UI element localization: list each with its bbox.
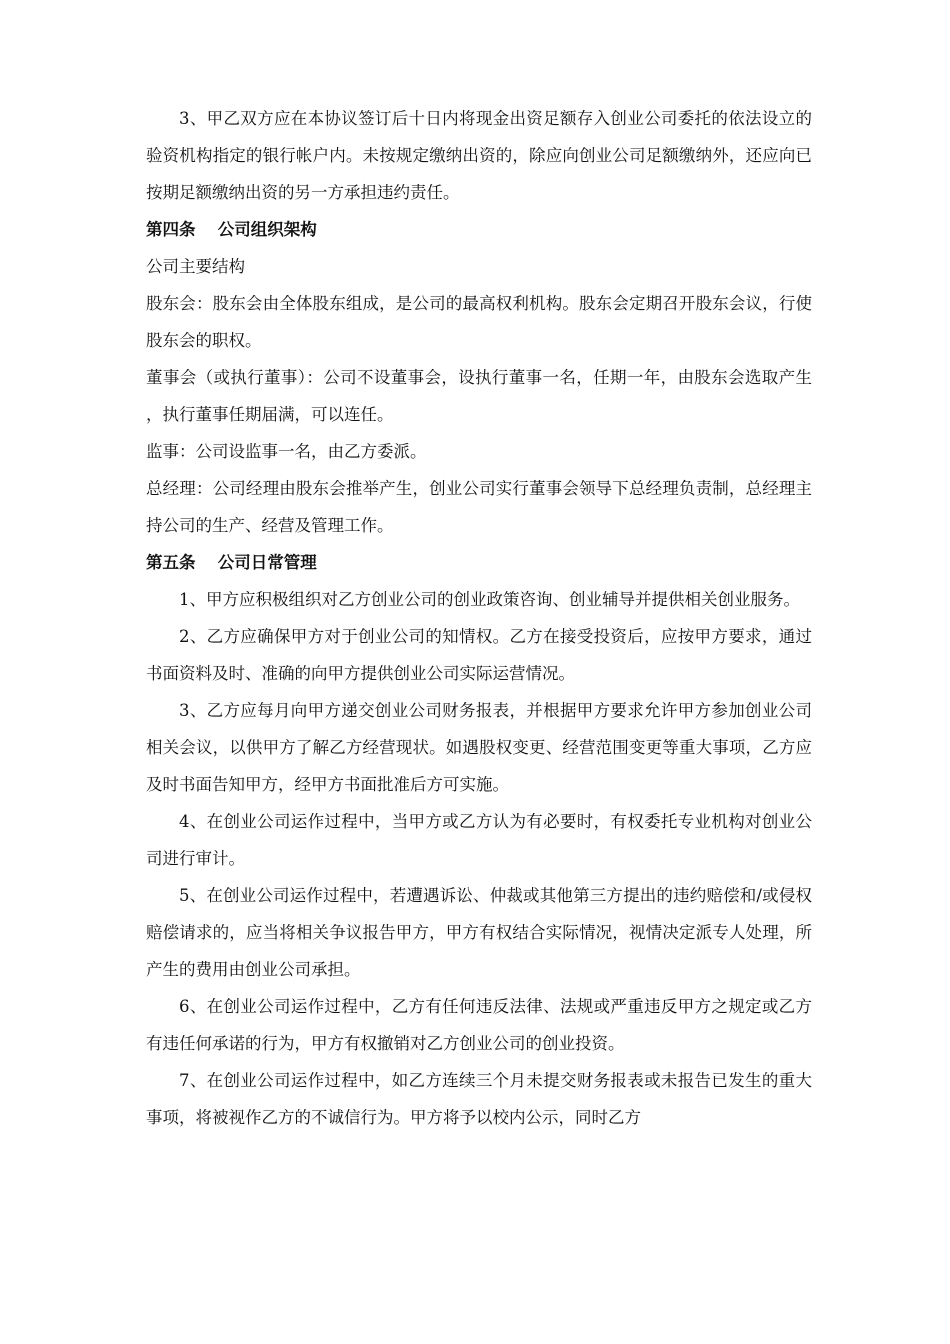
clause-6-violations: 6、在创业公司运作过程中，乙方有任何违反法律、法规或严重违反甲方之规定或乙方有违任何承诺的行为，甲方有权撤销对乙方创业公司的创业投资。: [146, 997, 812, 1053]
supervisor-paragraph: 监事：公司设监事一名，由乙方委派。: [146, 442, 427, 461]
document-body: [146, 100, 812, 1136]
org-structure-label: 公司主要结构: [146, 257, 245, 276]
clause-3-cash-deposit: 3、甲乙双方应在本协议签订后十日内将现金出资足额存入创业公司委托的依法设立的验资机构指定的银行帐户内。未按规定缴纳出资的，除应向创业公司足额缴纳外，还应向已按期足额缴纳出资的另一方承担违约责任。: [146, 109, 812, 202]
shareholders-meeting-paragraph: 股东会：股东会由全体股东组成，是公司的最高权利机构。股东会定期召开股东会议，行使股东会的职权。: [146, 294, 812, 350]
clause-5-disputes: 5、在创业公司运作过程中，若遭遇诉讼、仲裁或其他第三方提出的违约赔偿和/或侵权赔偿请求的，应当将相关争议报告甲方，甲方有权结合实际情况，视情决定派专人处理，所产生的费用由创业公司承担。: [146, 886, 812, 979]
clause-3-financial-reports: 3、乙方应每月向甲方递交创业公司财务报表，并根据甲方要求允许甲方参加创业公司相关会议，以供甲方了解乙方经营现状。如遇股权变更、经营范围变更等重大事项，乙方应及时书面告知甲方，经甲方书面批准后方可实施。: [146, 701, 812, 794]
clause-4-audit: 4、在创业公司运作过程中，当甲方或乙方认为有必要时，有权委托专业机构对创业公司进行审计。: [146, 812, 812, 868]
clause-2-right-to-information: 2、乙方应确保甲方对于创业公司的知情权。乙方在接受投资后，应按甲方要求，通过书面资料及时、准确的向甲方提供创业公司实际运营情况。: [146, 627, 812, 683]
clause-1-entrepreneurship-services: 1、甲方应积极组织对乙方创业公司的创业政策咨询、创业辅导并提供相关创业服务。: [179, 590, 800, 609]
board-of-directors-paragraph: 董事会（或执行董事）：公司不设董事会，设执行董事一名，任期一年，由股东会选取产生，执行董事任期届满，可以连任。: [146, 368, 812, 424]
article-4-heading: 第四条 公司组织架构: [146, 220, 317, 239]
general-manager-paragraph: 总经理：公司经理由股东会推举产生，创业公司实行董事会领导下总经理负责制，总经理主持公司的生产、经营及管理工作。: [146, 479, 812, 535]
clause-7-integrity: 7、在创业公司运作过程中，如乙方连续三个月未提交财务报表或未报告已发生的重大事项，将被视作乙方的不诚信行为。甲方将予以校内公示，同时乙方: [146, 1071, 812, 1127]
article-5-heading: 第五条 公司日常管理: [146, 553, 317, 572]
